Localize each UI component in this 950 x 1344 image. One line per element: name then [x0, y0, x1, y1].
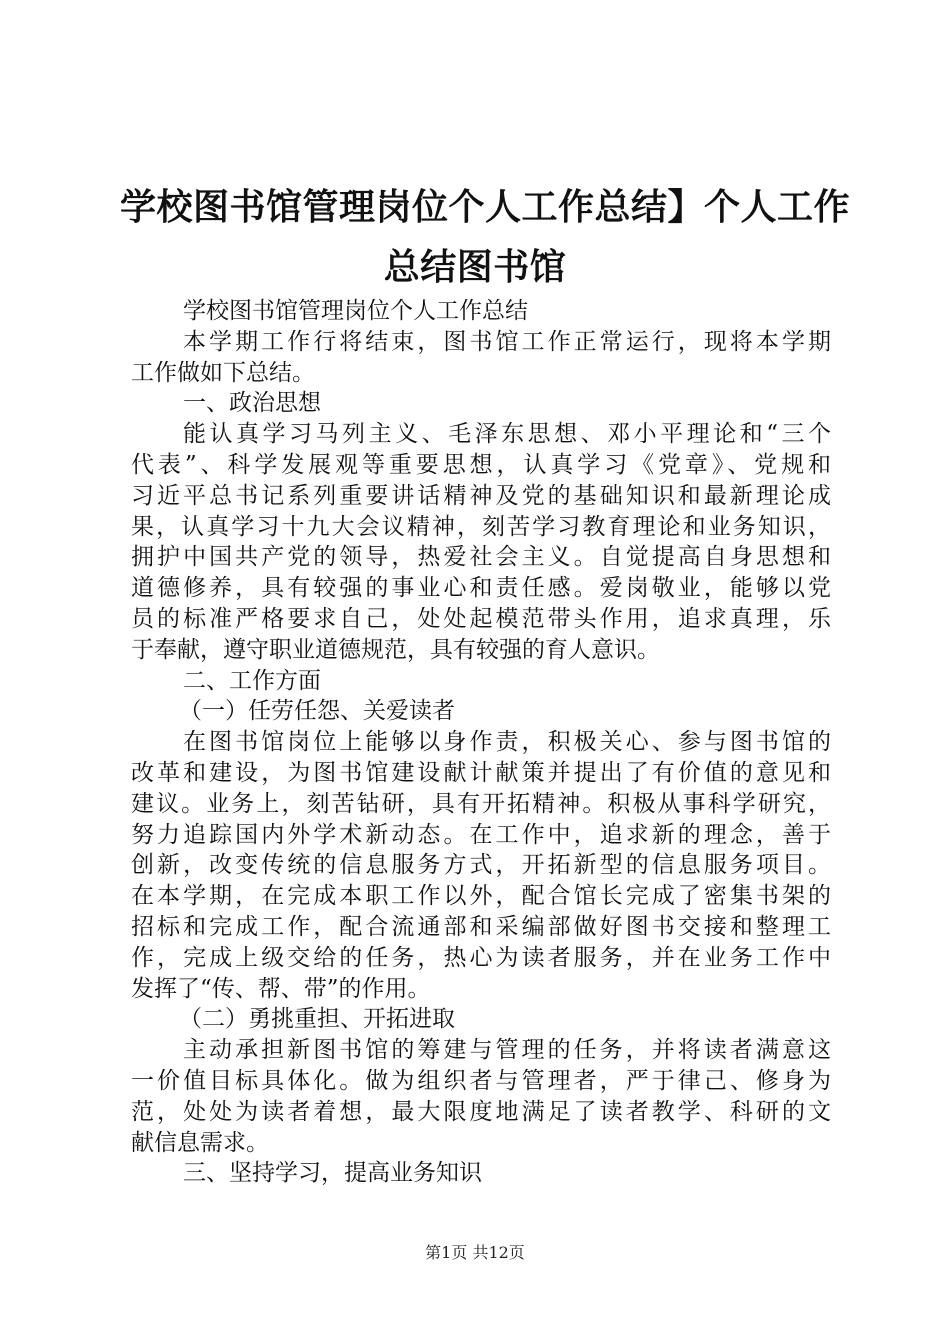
paragraph-line: 一价值目标具体化。做为组织者与管理者，严于律己、修身为: [131, 1067, 831, 1094]
paragraph-line: 改革和建设，为图书馆建设献计献策并提出了有价值的意见和: [131, 759, 831, 786]
paragraph-line: 拥护中国共产党的领导，热爱社会主义。自觉提高自身思想和: [131, 544, 831, 571]
paragraph-line: 建议。业务上，刻苦钻研，具有开拓精神。积极从事科学研究，: [131, 790, 831, 817]
paragraph-line: 主动承担新图书馆的筹建与管理的任务，并将读者满意这: [183, 1037, 831, 1064]
document-body: [131, 296, 831, 1189]
section-heading: 二、工作方面: [183, 667, 321, 694]
paragraph-line: 能认真学习马列主义、毛泽东思想、邓小平理论和“三个: [183, 421, 831, 448]
document-title-line-2: 总结图书馆: [383, 247, 567, 288]
paragraph-line: 代表”、科学发展观等重要思想，认真学习《党章》、党规和: [131, 451, 831, 478]
paragraph-line: 工作做如下总结。: [131, 359, 315, 386]
section-heading: 三、坚持学习，提高业务知识: [183, 1160, 482, 1187]
paragraph-line: 在本学期，在完成本职工作以外，配合馆长完成了密集书架的: [131, 883, 831, 910]
document-title-line-1: 学校图书馆管理岗位个人工作总结】个人工作: [120, 187, 851, 228]
paragraph-line: 招标和完成工作，配合流通部和采编部做好图书交接和整理工: [131, 913, 831, 940]
section-heading: 一、政治思想: [183, 390, 321, 417]
paragraph-line: 发挥了“传、帮、带”的作用。: [131, 975, 431, 1002]
paragraph-line: 在图书馆岗位上能够以身作责，积极关心、参与图书馆的: [183, 729, 831, 756]
paragraph-line: 范，处处为读者着想，最大限度地满足了读者教学、科研的文: [131, 1098, 831, 1125]
paragraph-line: 于奉献，遵守职业道德规范，具有较强的育人意识。: [131, 636, 660, 663]
paragraph-line: 努力追踪国内外学术新动态。在工作中，追求新的理念，善于: [131, 821, 831, 848]
subtitle-line: 学校图书馆管理岗位个人工作总结: [183, 298, 528, 324]
paragraph-line: 本学期工作行将结束，图书馆工作正常运行，现将本学期: [183, 328, 831, 355]
paragraph-line: 作，完成上级交给的任务，热心为读者服务，并在业务工作中: [131, 944, 831, 971]
subsection-heading: （二）勇挑重担、开拓进取: [179, 1006, 455, 1033]
subsection-heading: （一）任劳任怨、关爱读者: [179, 698, 455, 725]
page-footer: 第1页 共12页: [425, 1243, 525, 1262]
paragraph-line: 创新，改变传统的信息服务方式，开拓新型的信息服务项目。: [131, 852, 831, 879]
paragraph-line: 献信息需求。: [131, 1129, 269, 1156]
paragraph-line: 道德修养，具有较强的事业心和责任感。爱岗敬业，能够以党: [131, 575, 831, 602]
paragraph-line: 果，认真学习十九大会议精神，刻苦学习教育理论和业务知识，: [131, 513, 831, 540]
paragraph-line: 员的标准严格要求自己，处处起模范带头作用，追求真理，乐: [131, 605, 831, 632]
paragraph-line: 习近平总书记系列重要讲话精神及党的基础知识和最新理论成: [131, 482, 831, 509]
